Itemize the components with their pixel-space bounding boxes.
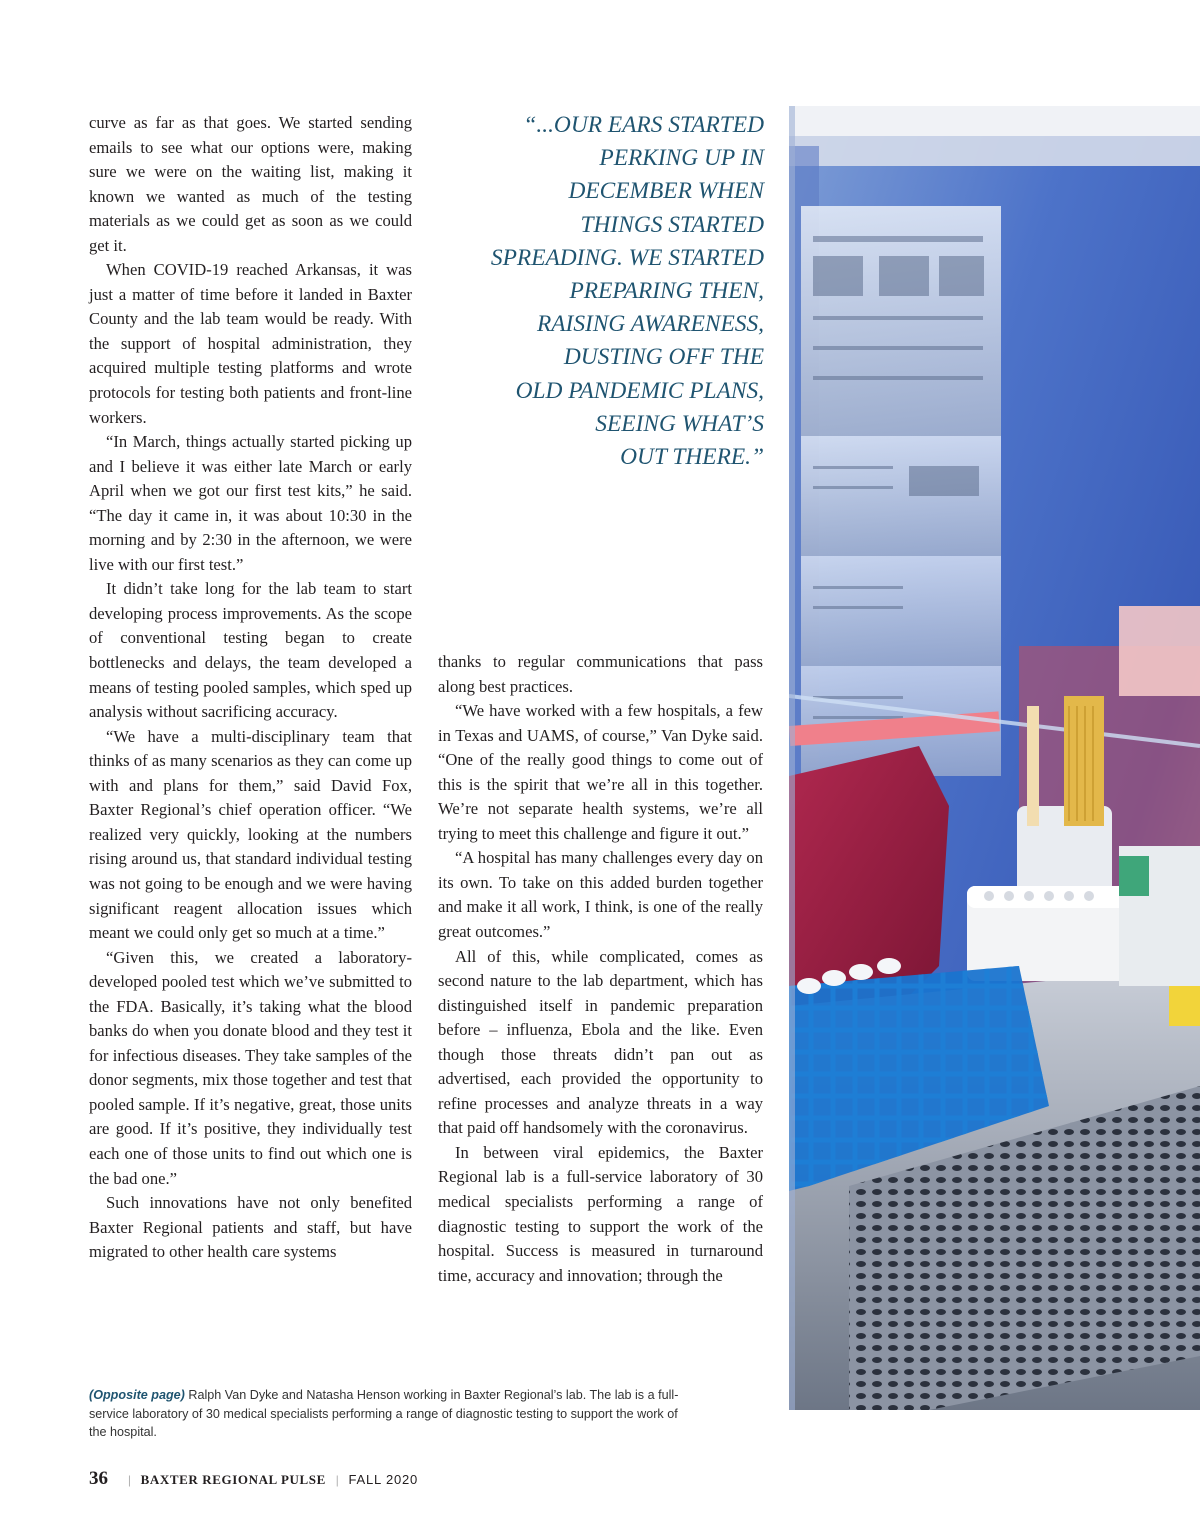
caption-lead: (Opposite page) xyxy=(89,1388,185,1402)
pull-quote-line: PERKING UP IN xyxy=(599,145,764,172)
paragraph: “Given this, we created a laboratory-developed pooled test which we’ve submitted to the FDA. Basically, it’s taking what the blood banks do when you donate blood and they test it for infectious diseases. They take samples of the donor segments, mix those together and test that pooled sample. If it’s negative, great, those units are good. If it’s positive, they individually test each one of those units to find out which one is the bad one.” xyxy=(89,947,412,1188)
pull-quote-line: DECEMBER WHEN xyxy=(568,178,764,205)
paragraph: “We have a multi-disciplinary team that thinks of as many scenarios as they can come up with and plans for them,” said David Fox, Baxter Regional’s chief operation officer. “We realized very quickly, looking at the numbers rising around us, that standard individual testing was not going to be enough and we were having significant reagent allocation issues which meant we could only get so much at a time.” xyxy=(89,726,412,943)
folio-separator: | xyxy=(128,1472,131,1487)
paragraph: “In March, things actually started picking up and I believe it was either late March or early April when we got our first test kits,” he said. “The day it came in, it was about 10:30 in the morning and by 2:30 in the afternoon, we were live with our first test.” xyxy=(89,432,412,574)
article-column-middle xyxy=(438,650,763,1288)
pull-quote xyxy=(440,109,764,474)
issue-label: FALL 2020 xyxy=(348,1472,419,1487)
paragraph: It didn’t take long for the lab team to start developing process improvements. As the scope of conventional testing began to create bottlenecks and delays, the team developed a means of testing pooled samples, which sped up analysis without sacrificing accuracy. xyxy=(89,579,412,722)
paragraph: thanks to regular communications that pass along best practices. xyxy=(438,652,763,696)
pull-quote-line: SPREADING. WE STARTED xyxy=(490,244,764,271)
paragraph: “A hospital has many challenges every day on its own. To take on this added burden together and make it all work, I think, is one of the really great outcomes.” xyxy=(438,848,763,942)
lab-photo xyxy=(789,106,1200,1410)
pull-quote-line: DUSTING OFF THE xyxy=(563,344,764,371)
pull-quote-line: SEEING WHAT’S xyxy=(595,410,764,437)
paragraph: Such innovations have not only benefited Baxter Regional patients and staff, but have migrated to other health care systems xyxy=(89,1193,412,1262)
publication-name: BAXTER REGIONAL PULSE xyxy=(140,1472,326,1487)
folio-separator: | xyxy=(335,1472,339,1487)
page-folio xyxy=(89,1468,418,1490)
pull-quote-line: THINGS STARTED xyxy=(580,211,764,238)
photo-caption xyxy=(89,1386,689,1442)
paragraph: When COVID-19 reached Arkansas, it was just a matter of time before it landed in Baxter County and the lab team would be ready. With the support of hospital administration, they acquired multiple testing platforms and wrote protocols for testing both patients and front-line workers. xyxy=(89,260,412,427)
pull-quote-line: OUT THERE.” xyxy=(620,444,764,471)
paragraph: All of this, while complicated, comes as second nature to the lab department, which has distinguished itself in pandemic preparation before – influenza, Ebola and the like. Even though those threats didn’t pan out as advertised, each provided the opportunity to refine processes and analyze threats in a way that paid off handsomely with the coronavirus. xyxy=(438,946,763,1138)
paragraph: “We have worked with a few hospitals, a few in Texas and UAMS, of course,” Van Dyke said. “One of the really good things to come out of this is the spirit that we’re all in this together. We’re not separate health systems, we’re all trying to meet this challenge and figure it out.” xyxy=(438,701,763,843)
page-number: 36 xyxy=(89,1468,108,1489)
paragraph: In between viral epidemics, the Baxter Regional lab is a full-service laboratory of 30 medical specialists performing a range of diagnostic testing to support the work of the hospital. Success is measured in turnaround time, accuracy and innovation; through the xyxy=(438,1142,763,1285)
article-column-left xyxy=(89,111,412,1265)
pull-quote-line: OLD PANDEMIC PLANS, xyxy=(515,377,764,404)
pull-quote-line: RAISING AWARENESS, xyxy=(536,311,764,338)
paragraph: curve as far as that goes. We started sending emails to see what our options were, making sure we were on the waiting list, making it known we wanted as much of the testing materials as we could get as soon as we could get it. xyxy=(89,113,412,255)
pull-quote-line: PREPARING THEN, xyxy=(569,278,764,305)
caption-text: Ralph Van Dyke and Natasha Henson working in Baxter Regional’s lab. The lab is a full-service laboratory of 30 medical specialists performing a range of diagnostic testing to support the work of the hospital. xyxy=(89,1388,679,1439)
pull-quote-line: “...OUR EARS STARTED xyxy=(523,112,764,138)
